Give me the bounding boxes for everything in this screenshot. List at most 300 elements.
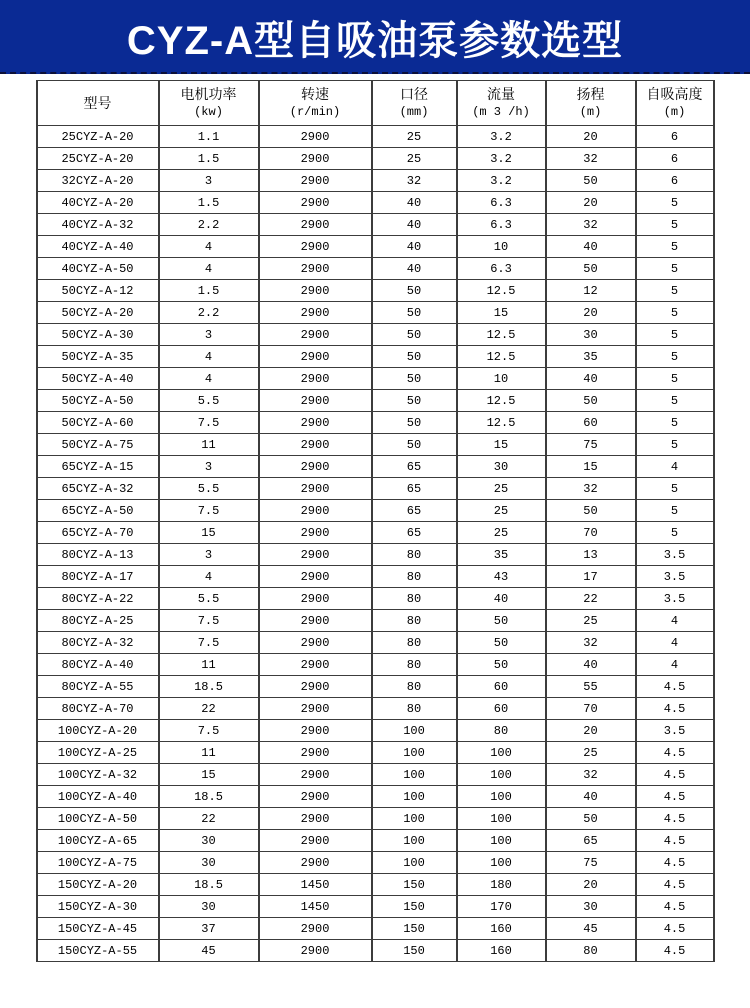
cell-speed: 2900 bbox=[259, 456, 372, 478]
table-row bbox=[37, 456, 714, 478]
cell-flow: 12.5 bbox=[457, 412, 546, 434]
cell-motor-power: 1.1 bbox=[159, 126, 259, 148]
cell-diameter: 65 bbox=[372, 456, 457, 478]
cell-motor-power: 11 bbox=[159, 654, 259, 676]
cell-speed: 2900 bbox=[259, 698, 372, 720]
cell-flow: 30 bbox=[457, 456, 546, 478]
table-row bbox=[37, 654, 714, 676]
cell-suction-height: 3.5 bbox=[636, 588, 714, 610]
cell-diameter: 100 bbox=[372, 808, 457, 830]
table-row bbox=[37, 324, 714, 346]
cell-model: 50CYZ-A-75 bbox=[37, 434, 159, 456]
cell-head: 35 bbox=[546, 346, 636, 368]
cell-motor-power: 2.2 bbox=[159, 214, 259, 236]
cell-diameter: 100 bbox=[372, 830, 457, 852]
cell-motor-power: 11 bbox=[159, 434, 259, 456]
column-unit: (m 3 /h) bbox=[472, 105, 530, 119]
cell-speed: 2900 bbox=[259, 830, 372, 852]
cell-head: 20 bbox=[546, 126, 636, 148]
cell-head: 30 bbox=[546, 896, 636, 918]
cell-diameter: 50 bbox=[372, 302, 457, 324]
cell-diameter: 100 bbox=[372, 786, 457, 808]
cell-flow: 12.5 bbox=[457, 390, 546, 412]
cell-flow: 25 bbox=[457, 522, 546, 544]
cell-speed: 2900 bbox=[259, 940, 372, 962]
cell-head: 65 bbox=[546, 830, 636, 852]
column-header-suction-height bbox=[636, 81, 714, 126]
cell-speed: 2900 bbox=[259, 434, 372, 456]
cell-head: 32 bbox=[546, 632, 636, 654]
table-row bbox=[37, 390, 714, 412]
cell-suction-height: 5 bbox=[636, 478, 714, 500]
cell-speed: 2900 bbox=[259, 170, 372, 192]
table-row bbox=[37, 214, 714, 236]
cell-diameter: 80 bbox=[372, 588, 457, 610]
cell-motor-power: 4 bbox=[159, 368, 259, 390]
cell-model: 50CYZ-A-20 bbox=[37, 302, 159, 324]
cell-flow: 50 bbox=[457, 654, 546, 676]
cell-head: 25 bbox=[546, 610, 636, 632]
cell-model: 80CYZ-A-17 bbox=[37, 566, 159, 588]
cell-suction-height: 5 bbox=[636, 280, 714, 302]
cell-speed: 2900 bbox=[259, 500, 372, 522]
cell-model: 50CYZ-A-40 bbox=[37, 368, 159, 390]
cell-flow: 6.3 bbox=[457, 214, 546, 236]
cell-flow: 80 bbox=[457, 720, 546, 742]
column-unit: (mm) bbox=[399, 105, 429, 119]
cell-suction-height: 4.5 bbox=[636, 786, 714, 808]
table-row bbox=[37, 544, 714, 566]
cell-head: 40 bbox=[546, 786, 636, 808]
cell-motor-power: 7.5 bbox=[159, 720, 259, 742]
cell-model: 65CYZ-A-50 bbox=[37, 500, 159, 522]
cell-suction-height: 4.5 bbox=[636, 874, 714, 896]
cell-model: 80CYZ-A-55 bbox=[37, 676, 159, 698]
cell-suction-height: 5 bbox=[636, 302, 714, 324]
table-row bbox=[37, 346, 714, 368]
cell-diameter: 25 bbox=[372, 126, 457, 148]
cell-diameter: 50 bbox=[372, 280, 457, 302]
cell-suction-height: 4.5 bbox=[636, 940, 714, 962]
cell-motor-power: 3 bbox=[159, 544, 259, 566]
cell-suction-height: 4 bbox=[636, 456, 714, 478]
cell-suction-height: 4 bbox=[636, 654, 714, 676]
column-unit: (kw) bbox=[194, 105, 223, 119]
cell-motor-power: 22 bbox=[159, 698, 259, 720]
cell-model: 50CYZ-A-50 bbox=[37, 390, 159, 412]
cell-diameter: 25 bbox=[372, 148, 457, 170]
cell-model: 100CYZ-A-25 bbox=[37, 742, 159, 764]
cell-flow: 170 bbox=[457, 896, 546, 918]
cell-motor-power: 45 bbox=[159, 940, 259, 962]
cell-motor-power: 1.5 bbox=[159, 280, 259, 302]
cell-model: 80CYZ-A-40 bbox=[37, 654, 159, 676]
cell-suction-height: 4.5 bbox=[636, 742, 714, 764]
cell-suction-height: 3.5 bbox=[636, 544, 714, 566]
cell-flow: 15 bbox=[457, 302, 546, 324]
cell-motor-power: 18.5 bbox=[159, 874, 259, 896]
cell-suction-height: 4.5 bbox=[636, 896, 714, 918]
cell-model: 80CYZ-A-32 bbox=[37, 632, 159, 654]
cell-motor-power: 5.5 bbox=[159, 390, 259, 412]
cell-speed: 2900 bbox=[259, 346, 372, 368]
table-header-row bbox=[37, 81, 714, 126]
cell-head: 12 bbox=[546, 280, 636, 302]
cell-model: 100CYZ-A-40 bbox=[37, 786, 159, 808]
table-row bbox=[37, 126, 714, 148]
cell-model: 65CYZ-A-70 bbox=[37, 522, 159, 544]
cell-diameter: 50 bbox=[372, 368, 457, 390]
cell-speed: 2900 bbox=[259, 544, 372, 566]
cell-diameter: 100 bbox=[372, 852, 457, 874]
table-row bbox=[37, 808, 714, 830]
cell-model: 40CYZ-A-40 bbox=[37, 236, 159, 258]
cell-suction-height: 4 bbox=[636, 632, 714, 654]
cell-flow: 3.2 bbox=[457, 148, 546, 170]
cell-motor-power: 18.5 bbox=[159, 676, 259, 698]
cell-flow: 43 bbox=[457, 566, 546, 588]
cell-suction-height: 5 bbox=[636, 214, 714, 236]
cell-head: 32 bbox=[546, 764, 636, 786]
cell-speed: 2900 bbox=[259, 368, 372, 390]
cell-diameter: 80 bbox=[372, 632, 457, 654]
cell-speed: 2900 bbox=[259, 236, 372, 258]
cell-model: 80CYZ-A-22 bbox=[37, 588, 159, 610]
cell-diameter: 80 bbox=[372, 566, 457, 588]
table-row bbox=[37, 148, 714, 170]
cell-diameter: 50 bbox=[372, 346, 457, 368]
cell-flow: 100 bbox=[457, 852, 546, 874]
cell-speed: 2900 bbox=[259, 192, 372, 214]
cell-speed: 2900 bbox=[259, 522, 372, 544]
cell-speed: 2900 bbox=[259, 324, 372, 346]
cell-head: 30 bbox=[546, 324, 636, 346]
cell-model: 100CYZ-A-50 bbox=[37, 808, 159, 830]
column-label: 扬程 bbox=[576, 86, 605, 102]
cell-speed: 1450 bbox=[259, 896, 372, 918]
cell-motor-power: 7.5 bbox=[159, 632, 259, 654]
cell-suction-height: 3.5 bbox=[636, 720, 714, 742]
cell-diameter: 150 bbox=[372, 918, 457, 940]
cell-speed: 2900 bbox=[259, 588, 372, 610]
cell-flow: 12.5 bbox=[457, 324, 546, 346]
cell-motor-power: 4 bbox=[159, 258, 259, 280]
cell-suction-height: 5 bbox=[636, 412, 714, 434]
cell-head: 32 bbox=[546, 478, 636, 500]
cell-diameter: 100 bbox=[372, 742, 457, 764]
cell-motor-power: 4 bbox=[159, 566, 259, 588]
cell-motor-power: 5.5 bbox=[159, 588, 259, 610]
cell-suction-height: 4.5 bbox=[636, 830, 714, 852]
cell-flow: 50 bbox=[457, 632, 546, 654]
cell-speed: 2900 bbox=[259, 148, 372, 170]
cell-suction-height: 5 bbox=[636, 390, 714, 412]
cell-speed: 2900 bbox=[259, 852, 372, 874]
cell-speed: 2900 bbox=[259, 742, 372, 764]
cell-diameter: 40 bbox=[372, 258, 457, 280]
cell-speed: 1450 bbox=[259, 874, 372, 896]
cell-model: 100CYZ-A-75 bbox=[37, 852, 159, 874]
cell-speed: 2900 bbox=[259, 302, 372, 324]
table-row bbox=[37, 874, 714, 896]
cell-diameter: 80 bbox=[372, 654, 457, 676]
cell-model: 50CYZ-A-12 bbox=[37, 280, 159, 302]
cell-diameter: 80 bbox=[372, 544, 457, 566]
cell-head: 25 bbox=[546, 742, 636, 764]
cell-head: 50 bbox=[546, 170, 636, 192]
cell-model: 50CYZ-A-60 bbox=[37, 412, 159, 434]
cell-model: 40CYZ-A-32 bbox=[37, 214, 159, 236]
cell-diameter: 50 bbox=[372, 434, 457, 456]
cell-flow: 12.5 bbox=[457, 346, 546, 368]
cell-model: 150CYZ-A-30 bbox=[37, 896, 159, 918]
table-row bbox=[37, 632, 714, 654]
cell-model: 32CYZ-A-20 bbox=[37, 170, 159, 192]
cell-head: 75 bbox=[546, 434, 636, 456]
cell-suction-height: 3.5 bbox=[636, 566, 714, 588]
cell-flow: 60 bbox=[457, 676, 546, 698]
cell-suction-height: 4.5 bbox=[636, 918, 714, 940]
cell-speed: 2900 bbox=[259, 654, 372, 676]
cell-motor-power: 3 bbox=[159, 324, 259, 346]
cell-motor-power: 7.5 bbox=[159, 610, 259, 632]
table-row bbox=[37, 478, 714, 500]
cell-speed: 2900 bbox=[259, 676, 372, 698]
table-row bbox=[37, 566, 714, 588]
column-header-speed bbox=[259, 81, 372, 126]
table-row bbox=[37, 280, 714, 302]
cell-head: 50 bbox=[546, 258, 636, 280]
cell-diameter: 32 bbox=[372, 170, 457, 192]
cell-flow: 160 bbox=[457, 918, 546, 940]
cell-suction-height: 5 bbox=[636, 324, 714, 346]
cell-head: 80 bbox=[546, 940, 636, 962]
cell-model: 25CYZ-A-20 bbox=[37, 148, 159, 170]
cell-suction-height: 5 bbox=[636, 522, 714, 544]
table-row bbox=[37, 434, 714, 456]
cell-flow: 100 bbox=[457, 808, 546, 830]
cell-diameter: 150 bbox=[372, 874, 457, 896]
cell-model: 65CYZ-A-32 bbox=[37, 478, 159, 500]
column-label: 转速 bbox=[301, 86, 329, 102]
table-row bbox=[37, 720, 714, 742]
cell-model: 50CYZ-A-35 bbox=[37, 346, 159, 368]
cell-diameter: 80 bbox=[372, 676, 457, 698]
table-row bbox=[37, 258, 714, 280]
cell-flow: 100 bbox=[457, 764, 546, 786]
table-row bbox=[37, 610, 714, 632]
table-row bbox=[37, 698, 714, 720]
table-row bbox=[37, 830, 714, 852]
cell-diameter: 40 bbox=[372, 236, 457, 258]
cell-diameter: 65 bbox=[372, 522, 457, 544]
cell-flow: 60 bbox=[457, 698, 546, 720]
table-row bbox=[37, 236, 714, 258]
cell-diameter: 40 bbox=[372, 214, 457, 236]
table-row bbox=[37, 500, 714, 522]
cell-diameter: 40 bbox=[372, 192, 457, 214]
cell-head: 40 bbox=[546, 654, 636, 676]
table-row bbox=[37, 368, 714, 390]
cell-motor-power: 30 bbox=[159, 852, 259, 874]
cell-motor-power: 4 bbox=[159, 236, 259, 258]
cell-diameter: 65 bbox=[372, 500, 457, 522]
cell-suction-height: 5 bbox=[636, 368, 714, 390]
cell-suction-height: 5 bbox=[636, 192, 714, 214]
table-row bbox=[37, 192, 714, 214]
column-label: 流量 bbox=[487, 86, 515, 102]
cell-head: 55 bbox=[546, 676, 636, 698]
column-header-flow bbox=[457, 81, 546, 126]
cell-model: 150CYZ-A-45 bbox=[37, 918, 159, 940]
cell-suction-height: 6 bbox=[636, 170, 714, 192]
cell-flow: 25 bbox=[457, 500, 546, 522]
table-row bbox=[37, 896, 714, 918]
cell-flow: 40 bbox=[457, 588, 546, 610]
cell-speed: 2900 bbox=[259, 720, 372, 742]
cell-suction-height: 4.5 bbox=[636, 698, 714, 720]
cell-suction-height: 5 bbox=[636, 236, 714, 258]
cell-model: 150CYZ-A-55 bbox=[37, 940, 159, 962]
cell-model: 25CYZ-A-20 bbox=[37, 126, 159, 148]
cell-motor-power: 3 bbox=[159, 170, 259, 192]
cell-suction-height: 6 bbox=[636, 148, 714, 170]
cell-model: 40CYZ-A-50 bbox=[37, 258, 159, 280]
table-row bbox=[37, 522, 714, 544]
cell-head: 13 bbox=[546, 544, 636, 566]
cell-model: 150CYZ-A-20 bbox=[37, 874, 159, 896]
cell-speed: 2900 bbox=[259, 258, 372, 280]
cell-head: 20 bbox=[546, 192, 636, 214]
table-row bbox=[37, 412, 714, 434]
cell-model: 80CYZ-A-70 bbox=[37, 698, 159, 720]
cell-head: 22 bbox=[546, 588, 636, 610]
cell-head: 45 bbox=[546, 918, 636, 940]
cell-suction-height: 6 bbox=[636, 126, 714, 148]
cell-diameter: 50 bbox=[372, 324, 457, 346]
column-unit: (r/min) bbox=[289, 105, 341, 119]
cell-motor-power: 30 bbox=[159, 896, 259, 918]
cell-flow: 160 bbox=[457, 940, 546, 962]
cell-flow: 100 bbox=[457, 786, 546, 808]
cell-suction-height: 5 bbox=[636, 434, 714, 456]
cell-flow: 12.5 bbox=[457, 280, 546, 302]
cell-speed: 2900 bbox=[259, 280, 372, 302]
column-header-motor-power bbox=[159, 81, 259, 126]
table-body bbox=[37, 126, 714, 962]
cell-motor-power: 22 bbox=[159, 808, 259, 830]
column-label: 电机功率 bbox=[180, 86, 237, 102]
cell-motor-power: 5.5 bbox=[159, 478, 259, 500]
column-unit: (m) bbox=[579, 105, 602, 119]
cell-diameter: 100 bbox=[372, 720, 457, 742]
cell-speed: 2900 bbox=[259, 808, 372, 830]
table-row bbox=[37, 940, 714, 962]
cell-model: 100CYZ-A-32 bbox=[37, 764, 159, 786]
cell-suction-height: 5 bbox=[636, 346, 714, 368]
cell-speed: 2900 bbox=[259, 214, 372, 236]
table-row bbox=[37, 302, 714, 324]
cell-motor-power: 7.5 bbox=[159, 500, 259, 522]
cell-head: 40 bbox=[546, 368, 636, 390]
cell-flow: 35 bbox=[457, 544, 546, 566]
pump-spec-table bbox=[36, 80, 715, 962]
table-row bbox=[37, 170, 714, 192]
cell-motor-power: 15 bbox=[159, 764, 259, 786]
cell-speed: 2900 bbox=[259, 632, 372, 654]
cell-speed: 2900 bbox=[259, 478, 372, 500]
cell-model: 65CYZ-A-15 bbox=[37, 456, 159, 478]
cell-flow: 180 bbox=[457, 874, 546, 896]
cell-head: 32 bbox=[546, 148, 636, 170]
cell-suction-height: 4 bbox=[636, 610, 714, 632]
cell-flow: 6.3 bbox=[457, 258, 546, 280]
cell-diameter: 100 bbox=[372, 764, 457, 786]
cell-speed: 2900 bbox=[259, 918, 372, 940]
table-header bbox=[37, 81, 714, 126]
cell-diameter: 80 bbox=[372, 610, 457, 632]
cell-head: 17 bbox=[546, 566, 636, 588]
cell-head: 40 bbox=[546, 236, 636, 258]
cell-model: 80CYZ-A-25 bbox=[37, 610, 159, 632]
table-row bbox=[37, 588, 714, 610]
column-header-head bbox=[546, 81, 636, 126]
cell-motor-power: 11 bbox=[159, 742, 259, 764]
cell-model: 40CYZ-A-20 bbox=[37, 192, 159, 214]
table-row bbox=[37, 852, 714, 874]
cell-flow: 10 bbox=[457, 236, 546, 258]
cell-speed: 2900 bbox=[259, 610, 372, 632]
page-title: CYZ-A型自吸油泵参数选型 bbox=[126, 18, 624, 63]
cell-model: 80CYZ-A-13 bbox=[37, 544, 159, 566]
cell-head: 15 bbox=[546, 456, 636, 478]
cell-head: 75 bbox=[546, 852, 636, 874]
column-label: 型号 bbox=[83, 94, 112, 111]
cell-speed: 2900 bbox=[259, 786, 372, 808]
cell-diameter: 150 bbox=[372, 940, 457, 962]
cell-motor-power: 3 bbox=[159, 456, 259, 478]
cell-head: 20 bbox=[546, 874, 636, 896]
column-unit: (m) bbox=[663, 105, 686, 119]
cell-head: 50 bbox=[546, 390, 636, 412]
cell-motor-power: 2.2 bbox=[159, 302, 259, 324]
cell-suction-height: 4.5 bbox=[636, 676, 714, 698]
cell-speed: 2900 bbox=[259, 390, 372, 412]
table-row bbox=[37, 742, 714, 764]
cell-motor-power: 4 bbox=[159, 346, 259, 368]
cell-speed: 2900 bbox=[259, 566, 372, 588]
cell-diameter: 50 bbox=[372, 412, 457, 434]
cell-flow: 100 bbox=[457, 742, 546, 764]
column-header-model bbox=[37, 81, 159, 126]
table-row bbox=[37, 764, 714, 786]
cell-flow: 3.2 bbox=[457, 126, 546, 148]
cell-motor-power: 7.5 bbox=[159, 412, 259, 434]
cell-suction-height: 4.5 bbox=[636, 764, 714, 786]
cell-motor-power: 1.5 bbox=[159, 148, 259, 170]
cell-suction-height: 5 bbox=[636, 500, 714, 522]
cell-flow: 3.2 bbox=[457, 170, 546, 192]
column-label: 口径 bbox=[400, 86, 428, 102]
cell-diameter: 80 bbox=[372, 698, 457, 720]
table-row bbox=[37, 786, 714, 808]
cell-suction-height: 4.5 bbox=[636, 852, 714, 874]
cell-diameter: 50 bbox=[372, 390, 457, 412]
cell-motor-power: 18.5 bbox=[159, 786, 259, 808]
column-header-diameter bbox=[372, 81, 457, 126]
cell-flow: 50 bbox=[457, 610, 546, 632]
cell-flow: 10 bbox=[457, 368, 546, 390]
